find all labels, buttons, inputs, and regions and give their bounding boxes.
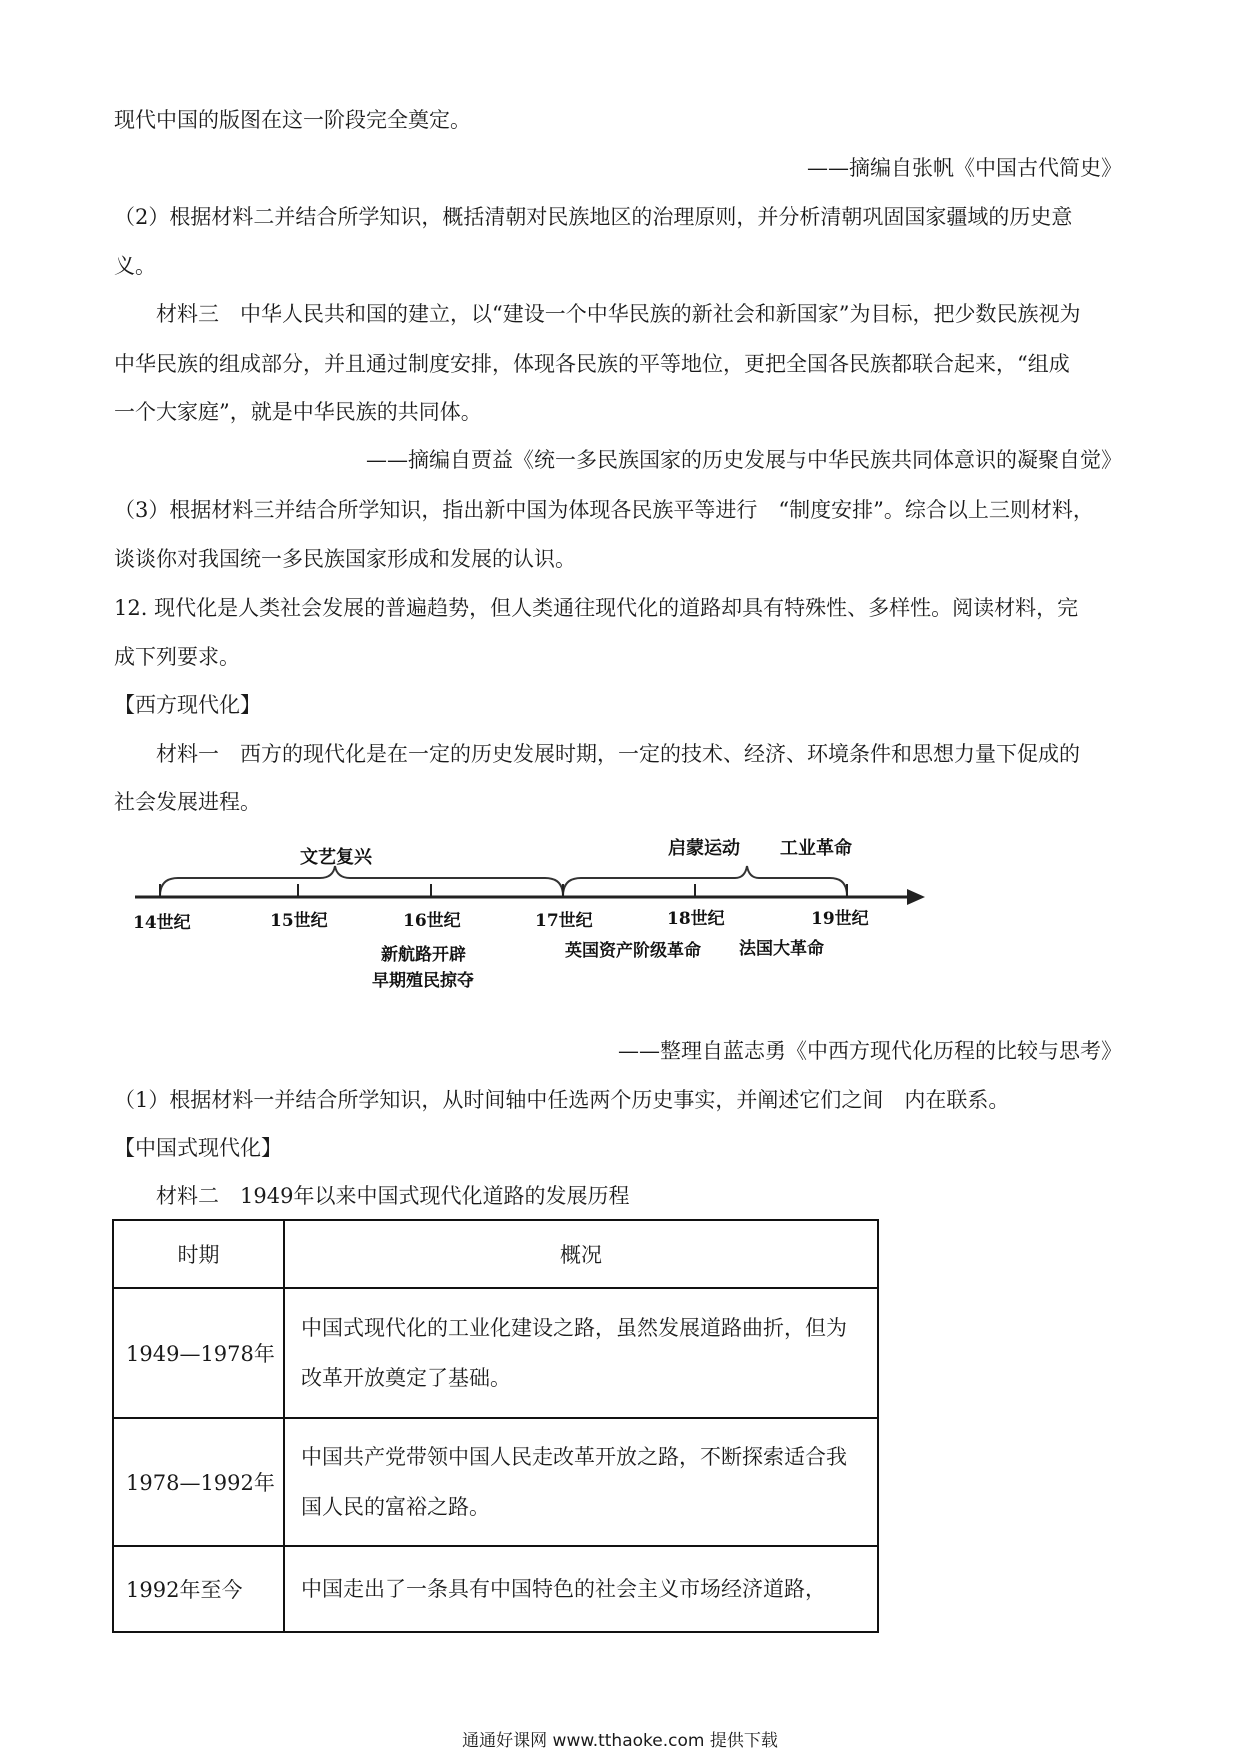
- event-enlightenment: 启蒙运动: [668, 838, 740, 859]
- question-2-line-2: 义。: [114, 254, 156, 278]
- material-1-line-2: 社会发展进程。: [114, 790, 261, 814]
- table-cell-period: 1949—1978年: [113, 1288, 284, 1418]
- material-3-line-3: 一个大家庭”，就是中华民族的共同体。: [114, 400, 482, 424]
- table-header-period: 时期: [113, 1220, 284, 1288]
- century-label: 15世纪: [270, 911, 328, 931]
- question-12-line-2: 成下列要求。: [114, 645, 240, 669]
- material-3-line-1: 材料三 中华人民共和国的建立，以“建设一个中华民族的新社会和新国家”为目标，把少数民族视为: [156, 302, 1081, 326]
- timeline-brace-enlightenment: [563, 866, 847, 896]
- event-renaissance: 文艺复兴: [300, 847, 372, 868]
- question-3-line-2: 谈谈你对我国统一多民族国家形成和发展的认识。: [114, 547, 576, 571]
- material-1-line-1: 材料一 西方的现代化是在一定的历史发展时期，一定的技术、经济、环境条件和思想力量下促成的: [156, 742, 1080, 766]
- page-footer: 通通好课网 www.tthaoke.com 提供下载: [462, 1731, 778, 1751]
- event-industrial-revolution: 工业革命: [780, 838, 852, 859]
- question-12-line-1: 12. 现代化是人类社会发展的普遍趋势，但人类通往现代化的道路却具有特殊性、多样性。阅读材料，完: [114, 596, 1079, 620]
- century-label: 16世纪: [403, 911, 461, 931]
- table-row: [113, 1546, 878, 1632]
- material-3-line-2: 中华民族的组成部分，并且通过制度安排，体现各民族的平等地位，更把全国各民族都联合起来，“组成: [114, 352, 1070, 376]
- century-label: 14世纪: [133, 913, 191, 933]
- table-header-overview: 概况: [284, 1220, 878, 1288]
- section-heading-western: 【西方现代化】: [114, 693, 261, 717]
- table-cell-period: 1992年至今: [113, 1546, 284, 1632]
- history-timeline: [125, 836, 945, 1006]
- timeline-arrow-head: [907, 889, 925, 905]
- event-new-sea-routes: 新航路开辟: [381, 945, 466, 965]
- question-3-line-1: （3）根据材料三并结合所学知识，指出新中国为体现各民族平等进行 “制度安排”。综合以上三则材料，: [114, 498, 1094, 522]
- source-citation: ——整理自蓝志勇《中西方现代化历程的比较与思考》: [618, 1039, 1122, 1063]
- table-cell-summary: 中国走出了一条具有中国特色的社会主义市场经济道路，: [284, 1546, 878, 1632]
- source-citation: ——摘编自张帆《中国古代简史》: [807, 156, 1122, 180]
- question-2-line-1: （2）根据材料二并结合所学知识，概括清朝对民族地区的治理原则，并分析清朝巩固国家疆域的历史意: [114, 205, 1073, 229]
- event-english-bourgeois-revolution: 英国资产阶级革命: [565, 941, 701, 961]
- source-citation: ——摘编自贾益《统一多民族国家的历史发展与中华民族共同体意识的凝聚自觉》: [366, 448, 1122, 472]
- century-label: 18世纪: [667, 909, 725, 929]
- table-cell-period: 1978—1992年: [113, 1418, 284, 1546]
- development-stages-table: [112, 1219, 879, 1633]
- text-line: 现代中国的版图在这一阶段完全奠定。: [114, 108, 471, 132]
- timeline-brace-renaissance: [160, 866, 563, 896]
- century-label: 19世纪: [811, 909, 869, 929]
- table-row: [113, 1288, 878, 1418]
- section-heading-chinese: 【中国式现代化】: [114, 1136, 282, 1160]
- material-2-title: 材料二 1949年以来中国式现代化道路的发展历程: [156, 1184, 630, 1208]
- table-row: [113, 1418, 878, 1546]
- table-cell-summary: 中国式现代化的工业化建设之路，虽然发展道路曲折，但为改革开放奠定了基础。: [284, 1288, 878, 1418]
- question-1-line: （1）根据材料一并结合所学知识，从时间轴中任选两个历史事实，并阐述它们之间 内在联系。: [114, 1088, 1010, 1112]
- event-early-colonial-plunder: 早期殖民掠夺: [372, 971, 474, 991]
- event-french-revolution: 法国大革命: [739, 939, 824, 959]
- century-label: 17世纪: [535, 911, 593, 931]
- table-header-row: [113, 1220, 878, 1288]
- table-cell-summary: 中国共产党带领中国人民走改革开放之路，不断探索适合我国人民的富裕之路。: [284, 1418, 878, 1546]
